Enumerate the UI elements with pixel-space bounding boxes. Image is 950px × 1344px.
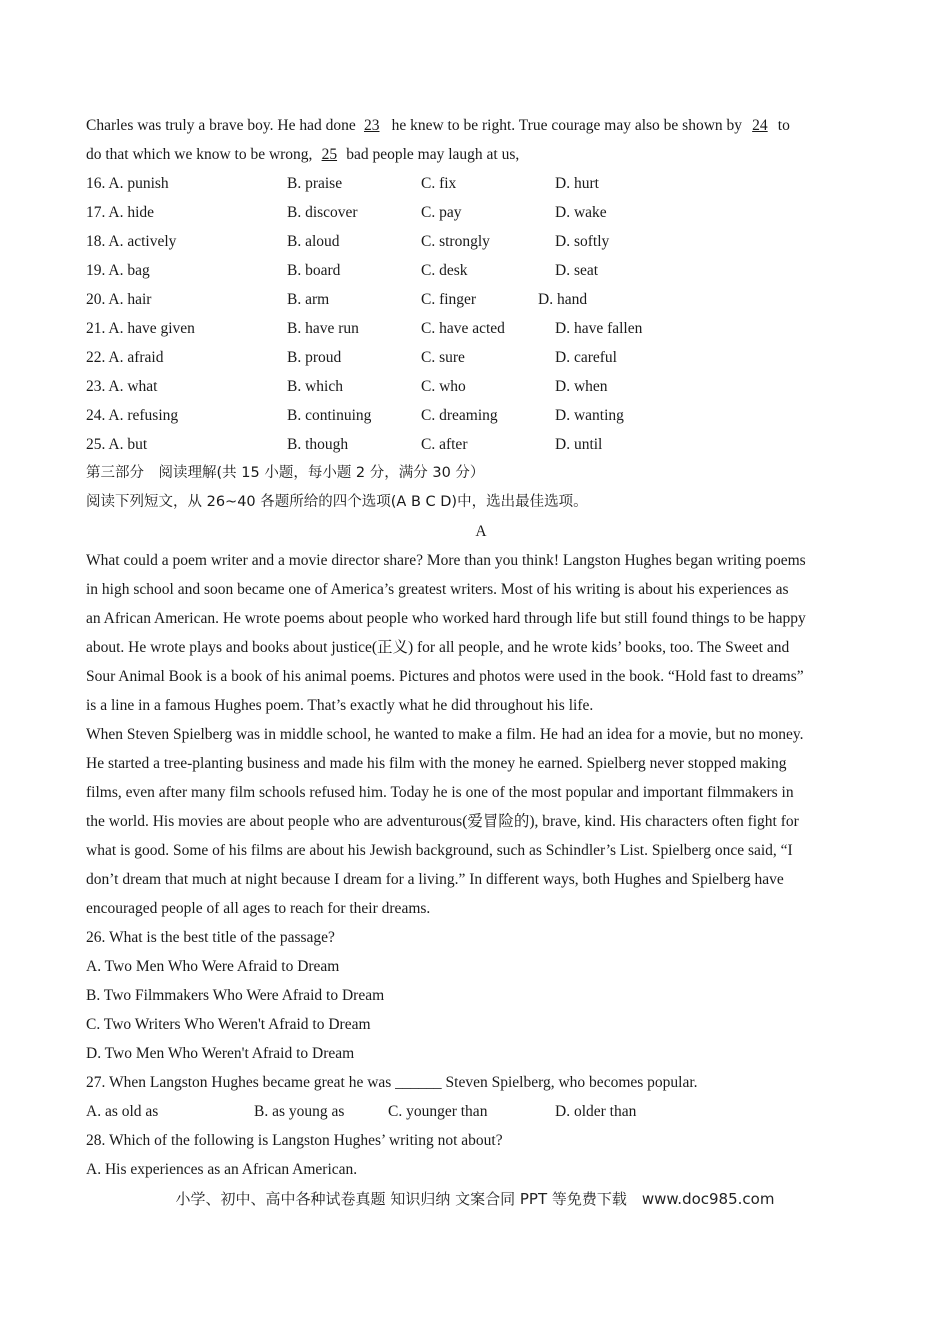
blank-25: 25: [321, 146, 338, 163]
question-stem: 28. Which of the following is Langston Hughes’ writing not about?: [86, 1132, 503, 1149]
option-row-22: 22. A. afraid B. proud C. sure D. careful: [86, 349, 617, 366]
blank-24: 24: [752, 117, 768, 134]
option-row-23: 23. A. what B. which C. who D. when: [86, 378, 608, 395]
cloze-options: [86, 169, 876, 459]
passage-a: [86, 546, 876, 923]
answer-option-a: A. as old as: [86, 1103, 159, 1120]
answer-option-a: A. Two Men Who Were Afraid to Dream: [86, 958, 340, 975]
blank-23: 23: [363, 117, 380, 134]
answer-options: [86, 1097, 876, 1126]
option-row-18: 18. A. actively B. aloud C. strongly D. softly: [86, 233, 610, 250]
answer-option-b: B. as young as: [254, 1103, 345, 1120]
question-26: [86, 923, 876, 1068]
passage-line: don’t dream that much at night because I dream for a living.” In different ways, both Hughes and Spielberg have: [86, 871, 784, 888]
passage-line: encouraged people of all ages to reach for their dreams.: [86, 900, 431, 917]
answer-option-c: C. Two Writers Who Weren't Afraid to Dream: [86, 1016, 371, 1033]
cloze-intro-line-1: Charles was truly a brave boy. He had done 23 he knew to be right. True courage may also be shown by 24 to: [86, 111, 876, 140]
answer-option-d: D. older than: [555, 1103, 637, 1120]
section-3-title: 第三部分 阅读理解(共 15 小题，每小题 2 分，满分 30 分）: [86, 465, 485, 481]
passage-line: in high school and soon became one of America’s greatest writers. Most of his writing is about his experiences as: [86, 581, 789, 598]
passage-label: A: [475, 523, 487, 540]
option-row-17: 17. A. hide B. discover C. pay D. wake: [86, 204, 607, 221]
passage-line: an African American. He wrote poems about people who worked hard through life but still found things to be happy: [86, 610, 806, 627]
option-row-24: 24. A. refusing B. continuing C. dreaming D. wanting: [86, 407, 624, 424]
passage-line: films, even after many film schools refused him. Today he is one of the most popular and important filmmakers in: [86, 784, 794, 801]
answer-option-b: B. Two Filmmakers Who Were Afraid to Dream: [86, 987, 385, 1004]
page-footer: 小学、初中、高中各种试卷真题 知识归纳 文案合同 PPT 等免费下载 www.doc985.com: [175, 1190, 775, 1208]
option-row-16: 16. A. punish B. praise C. fix D. hurt: [86, 175, 599, 192]
question-stem: 26. What is the best title of the passage?: [86, 929, 335, 946]
passage-line: Sour Animal Book is a book of his animal poems. Pictures and photos were used in the book. “Hold fast to dreams”: [86, 668, 804, 685]
option-row-20: 20. A. hair B. arm C. finger D. hand: [86, 291, 588, 308]
exam-page: [86, 111, 876, 1184]
cloze-intro-line-2: do that which we know to be wrong, 25 bad people may laugh at us,: [86, 140, 876, 169]
section-3-instruction: 阅读下列短文，从 26~40 各题所给的四个选项(A B C D)中，选出最佳选项。: [86, 494, 588, 510]
option-row-19: 19. A. bag B. board C. desk D. seat: [86, 262, 599, 279]
answer-option-d: D. Two Men Who Weren't Afraid to Dream: [86, 1045, 355, 1062]
passage-line: He started a tree-planting business and made his film with the money he earned. Spielberg never stopped making: [86, 755, 787, 772]
passage-line: When Steven Spielberg was in middle school, he wanted to make a film. He had an idea for a movie, but no money.: [86, 726, 804, 743]
option-row-25: 25. A. but B. though C. after D. until: [86, 436, 603, 453]
question-27: [86, 1068, 876, 1126]
passage-line: is a line in a famous Hughes poem. That’s exactly what he did throughout his life.: [86, 697, 594, 714]
answer-option-c: C. younger than: [388, 1103, 488, 1120]
passage-line: about. He wrote plays and books about justice(正义) for all people, and he wrote kids’ books, too. The Sweet and: [86, 639, 790, 656]
answer-option-a: A. His experiences as an African American.: [86, 1161, 358, 1178]
passage-line: what is good. Some of his films are about his Jewish background, such as Schindler’s List. Spielberg once said, “I: [86, 842, 793, 859]
question-stem: 27. When Langston Hughes became great he was ______ Steven Spielberg, who becomes popular.: [86, 1074, 698, 1091]
passage-line: the world. His movies are about people who are adventurous(爱冒险的), brave, kind. His characters often fight for: [86, 813, 799, 830]
question-28: [86, 1126, 876, 1184]
passage-line: What could a poem writer and a movie director share? More than you think! Langston Hughes began writing poems: [86, 552, 806, 569]
option-row-21: 21. A. have given B. have run C. have acted D. have fallen: [86, 320, 643, 337]
